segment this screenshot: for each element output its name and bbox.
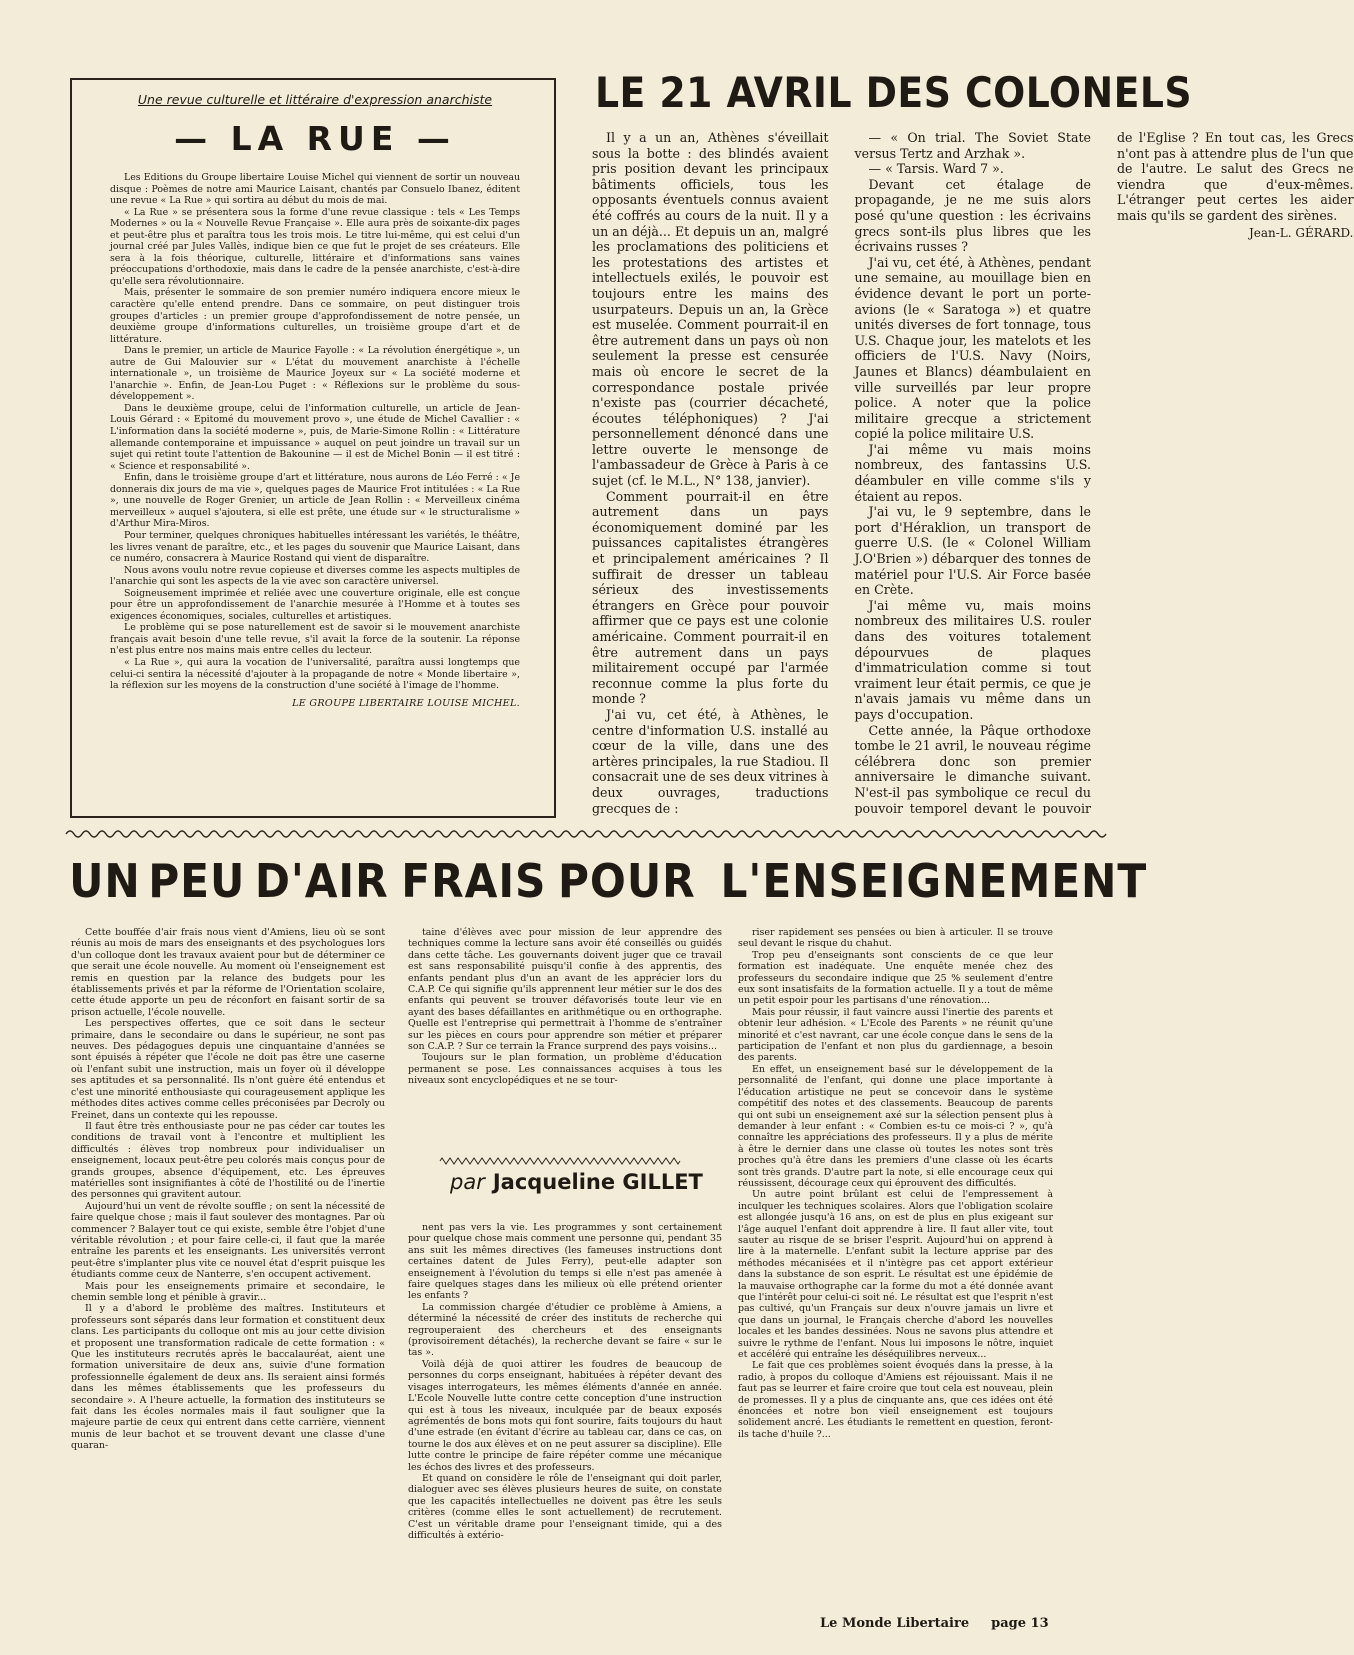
la-rue-paragraph: Pour terminer, quelques chroniques habituelles intéressant les variétés, le théâtre, les livres venant de paraître, etc., et les pages du souvenir que Maurice Laisant, dans ce numéro, consacrera à Maurice Rostand qui vient de disparaître. [110,529,520,565]
la-rue-article-box [70,78,556,818]
article-paragraph: En effet, un enseignement basé sur le développement de la personnalité de l'enfant, qui donne une place importante à l'éducation artistique ne peut se concevoir dans le système compétitif des notes et des classements. Beaucoup de parents qui ont subi un enseignement axé sur la sélection pensent plus à demander à leur enfant : « Combien es-tu ce mois-ci ? », qu'à connaître les appréciations des professeurs. Il y a plus de mérite à être le dernier dans une classe où toutes les notes sont très proches qu'à être dans les premiers d'une classe où les écarts sont très grands. D'autre part la note, si elle encourage ceux qui réussissent, décourage ceux qui éprouvent des difficultés. [738,1063,1053,1189]
colonels-paragraph: — « Tarsis. Ward 7 ». [868,161,1004,177]
headline-word: FRAIS [401,854,547,908]
enseignement-column-3 [738,927,1053,1627]
la-rue-paragraph: Dans le premier, un article de Maurice Fayolle : « La révolution énergétique », un autre de Gui Malouvier sur « L'état du mouvement anarchiste à l'échelle internationale », un troisième de Maurice Joyeux sur « La société moderne et l'anarchie ». Enfin, de Jean-Lou Puget : « Réflexions sur le problème du sous-développement ». [110,345,520,403]
la-rue-paragraph: « La Rue », qui aura la vocation de l'universalité, paraîtra aussi longtemps que celui-ci sentira la nécessité d'ajouter à la propagande de notre « Monde libertaire », la réflexion sur les moyens de la construction d'une société à l'image de l'homme. [110,656,520,692]
headline-word: L'ENSEIGNEMENT [720,854,1148,908]
colonels-paragraph: J'ai vu, le 9 septembre, dans le port d'Héraklion, un transport de guerre U.S. (le « Colonel William J.O'Brien ») débarquer des tonnes de matériel pour l'U.S. Air Force basée en Crète. [854,504,1091,598]
colonels-signature: Jean-L. GÉRARD. [1248,225,1354,240]
article-paragraph: Le fait que ces problèmes soient évoqués dans la presse, à la radio, à propos du colloque d'Amiens est réjouissant. Mais il ne faut pas se leurrer et faire croire que tout cela est nouveau, plein de promesses. Il y a plus de cinquante ans, que ces idées ont été énoncées et notre bon vieil enseignement est toujours solidement ancré. Les étudiants le remettent en question, feront-ils tache d'huile ?... [738,1360,1053,1440]
article-paragraph: taine d'élèves avec pour mission de leur apprendre des techniques comme la lecture sans avoir été conseillés ou guidés dans cette tâche. Les gouvernants doivent juger que ce travail est sans responsabilité puisqu'il confie à des apprentis, des enfants pendant plus d'un an avant de les apprécier lors du C.A.P. Ce qui signifie qu'ils apprennent leur métier sur le dos des enfants qui peuvent se trouver défavorisés toute leur vie en ayant des bases défaillantes en arithmétique ou en orthographe. Quelle est l'entreprise qui permettrait à l'homme de s'entraîner sur les pièces en cours pour apprendre son métier et préparer son C.A.P. ? Sur ce terrain la France surprend des pays voisins... [408,927,722,1053]
enseignement-column-1 [71,927,385,1619]
la-rue-body [110,172,520,692]
la-rue-paragraph: Le problème qui se pose naturellement est de savoir si le mouvement anarchiste français avait besoin d'une telle revue, s'il avait la force de la soutenir. La réponse n'est plus entre nos mains mais entre celles du lecteur. [110,622,520,657]
enseignement-headline [66,852,1148,910]
headline-word: POUR [558,854,697,908]
enseignement-column-2-bottom [408,1222,722,1622]
la-rue-kicker: Une revue culturelle et littéraire d'expression anarchiste [137,92,493,107]
la-rue-paragraph: Enfin, dans le troisième groupe d'art et littérature, nous aurons de Léo Ferré : « Je donnerais dix jours de ma vie », quelques pages de Maurice Frot intitulées : « La Rue », une nouvelle de Roger Grenier, un article de Jean Rollin : « Merveilleux cinéma merveilleux » auquel s'ajoutera, si elle est prête, une étude sur « le structuralisme » d'Arthur Mira-Miros. [110,472,520,530]
article-paragraph: Voilà déjà de quoi attirer les foudres de beaucoup de personnes du corps enseignant, habituées à répéter devant des visages interrogateurs, les mêmes éléments d'année en année. L'Ecole Nouvelle lutte contre cette conception d'une instruction qui est à tous les niveaux, inculquée par de beaux exposés agrémentés de bons mots qui font sourire, faits toujours du haut d'une estrade (en évitant d'écrire au tableau car, dans ce cas, on tourne le dos aux élèves et on ne peut assurer sa discipline). Elle lutte contre le principe de faire répéter comme une mécanique les échos des livres et des professeurs. [408,1358,722,1473]
article-paragraph: Toujours sur le plan formation, un problème d'éducation permanent se pose. Les connaissances acquises à tous les niveaux sont encyclopédiques et ne se tour- [408,1052,722,1087]
article-paragraph: Aujourd'hui un vent de révolte souffle ; on sent la nécessité de faire quelque chose ; mais il faut soulever des montagnes. Par où commencer ? Balayer tout ce qui existe, semble être l'objet d'une véritable révolution ; et pour faire celle-ci, il faut que la marée entraîne les parents et les enseignants. Les universités verront peut-être s'implanter plus vite ce nouvel état d'esprit puisque les étudiants comme ceux de Nanterre, s'en occupent activement. [71,1200,385,1281]
la-rue-paragraph: Nous avons voulu notre revue copieuse et diverses comme les aspects multiples de l'anarchie qui sont les aspects de la vie avec son caractère universel. [110,564,520,588]
author-byline [440,1158,710,1198]
wavy-divider [66,828,1106,840]
article-paragraph: Mais pour réussir, il faut vaincre aussi l'inertie des parents et obtenir leur adhésion. « L'Ecole des Parents » ne réunit qu'une minorité et c'est navrant, car une école conçue dans le sens de la participation de l'enfant et non plus du gardiennage, a besoin des parents. [738,1006,1053,1064]
page-footer [820,1616,1100,1631]
la-rue-paragraph: « La Rue » se présentera sous la forme d'une revue classique : tels « Les Temps Modernes » ou la « Nouvelle Revue Française ». Elle aura près de soixante-dix pages et peut-être plus et paraîtra tous les trois mois. Le titre lui-même, qui est celui d'un journal créé par Jules Vallès, indique bien ce que fut le projet de ses créateurs. Elle sera à la fois théorique, culturelle, littéraire et d'informations sans vaines préoccupations d'orthodoxie, mais dans le cadre de la pensée anarchiste, c'est-à-dire qu'elle sera révolutionnaire. [110,206,520,287]
byline-par: par [450,1170,485,1194]
la-rue-signature: LE GROUPE LIBERTAIRE LOUISE MICHEL. [292,697,520,709]
article-paragraph: Il faut être très enthousiaste pour ne pas céder car toutes les conditions de travail vont à l'encontre et multiplient les difficultés : élèves trop nombreux pour individualiser un enseignement, locaux peut-être peu colorés mais conçus pour de grands groupes, absence d'équipement, etc. Les épreuves matérielles sont insignifiantes à côté de l'hostilité ou de l'inertie des personnes qui gravitent autour. [71,1120,385,1201]
article-paragraph: Et quand on considère le rôle de l'enseignant qui doit parler, dialoguer avec ses élèves plusieurs heures de suite, on constate que les capacités intellectuelles ne doivent pas être les seuls critères (comme elles le sont actuellement) de recrutement. C'est un véritable drame pour l'enseignant timide, qui a des difficultés à extério- [408,1472,722,1541]
article-paragraph: La commission chargée d'étudier ce problème à Amiens, a déterminé la nécessité de créer des instituts de recherche qui regrouperaient des chercheurs et des enseignants (provisoirement détachés), la recherche devant se faire « sur le tas ». [408,1301,722,1359]
headline-word: UN [69,854,141,908]
article-paragraph: riser rapidement ses pensées ou bien à articuler. Il se trouve seul devant le risque du chahut. [738,927,1053,950]
publication-name: Le Monde Libertaire [820,1616,970,1631]
article-paragraph: nent pas vers la vie. Les programmes y sont certainement pour quelque chose mais comment une personne qui, pendant 35 ans suit les mêmes directives (les fameuses instructions dont certaines datent de Jules Ferry), peut-elle adapter son enseignement à l'évolution du temps si elle n'est pas amenée à faire quelques stages dans les milieux où elle prétend orienter les enfants ? [408,1222,722,1302]
article-paragraph: Il y a d'abord le problème des maîtres. Instituteurs et professeurs sont séparés dans leur formation et constituent deux clans. Les participants du colloque ont mis au jour cette division et proposent une transformation radicale de cette formation : « Que les instituteurs recrutés après le baccalauréat, aient une formation universitaire de deux ans, suivie d'une formation professionnelle également de deux ans. Ils seraient ainsi formés dans les mêmes établissements que les professeurs du secondaire ». A l'heure actuelle, la formation des instituteurs se fait dans les écoles normales mais il faut souligner que la majeure partie de ceux qui entrent dans cette carrière, viennent munis de leur bachot et se trouvent devant une classe d'une quaran- [71,1303,385,1452]
article-paragraph: Mais pour les enseignements primaire et secondaire, le chemin semble long et pénible à gravir... [71,1280,385,1303]
article-paragraph: Un autre point brûlant est celui de l'empressement à inculquer les techniques scolaires. Alors que l'obligation scolaire est allongée jusqu'à 16 ans, on est de plus en plus exigeant sur l'âge auquel l'enfant doit apprendre à lire. Il faut aller vite, tout sauter au risque de se briser l'esprit. Aujourd'hui on apprend à lire à la maternelle. L'enfant subit la lecture apprise par des méthodes mécanisées et il n'intègre pas cet apport extérieur dans la substance de son esprit. Le résultat est une épidémie de la mauvaise orthographe car la forme du mot a été donnée avant que l'intérêt pour celui-ci soit né. Le résultat est que l'esprit n'est pas cultivé, qu'un Français sur deux n'ouvre jamais un livre et que dans un journal, le Français cherche d'abord les nouvelles locales et les bandes dessinées. Nous ne savons plus attendre et suivre le rythme de l'enfant. Nous lui imposons le nôtre, inquiet et accéléré qui entraîne les déséquilibres nerveux... [738,1189,1053,1361]
colonels-paragraph: J'ai vu, cet été, à Athènes, pendant une semaine, au mouillage bien en évidence devant le port un porte-avions (le « Saratoga ») et quatre unités diverses de fort tonnage, tous U.S. Chaque jour, les matelots et les officiers de l'U.S. Navy (Noirs, Jaunes et Blancs) déambulaient en ville surveillés par leur propre police. A noter que la police militaire grecque a strictement copié la police militaire U.S. [854,254,1091,442]
colonels-paragraph: Il y a un an, Athènes s'éveillait sous la botte : des blindés avaient pris position devant les principaux bâtiments officiels, tous les opposants éventuels connus avaient été coffrés au cours de la nuit. Il y a un an déjà... Et depuis un an, malgré les proclamations des politiciens et les protestations des artistes et intellectuels exilés, le pouvoir est toujours entre les mains des usurpateurs. Depuis un an, la Grèce est muselée. Comment pourrait-il en être autrement dans un pays où non seulement la presse est censurée mais où encore le secret de la correspondance postale privée n'existe pas (courrier décacheté, écoutes téléphoniques) ? J'ai personnellement dénoncé dans une lettre ouverte le mensonge de l'ambassadeur de Grèce à Paris à ce sujet (cf. le M.L., N° 138, janvier). [592,130,829,489]
headline-word: D'AIR [255,854,389,908]
colonels-paragraph: — « On trial. The Soviet State versus Tertz and Arzhak ». [854,130,1091,161]
la-rue-paragraph: Soigneusement imprimée et reliée avec une couverture originale, elle est conçue pour être un approfondissement de l'anarchie mesurée à l'Homme et à toutes ses exigences économiques, sociales, culturelles et artistiques. [110,587,520,622]
la-rue-paragraph: Mais, présenter le sommaire de son premier numéro indiquera encore mieux le caractère qu'elle entend prendre. Dans ce sommaire, on peut distinguer trois groupes d'articles : un premier groupe d'approfondissement de notre pensée, un deuxième groupe d'informations culturelles, un troisième groupe d'art et de littérature. [110,287,520,345]
colonels-paragraph: Cette année, la Pâque orthodoxe tombe le 21 avril, le nouveau régime célébrera donc son premier anniversaire le dimanche suivant. N'est-il pas symbolique ce recul du pouvoir temporel devant le pouvoir de l'Eglise ? En tout cas, les Grecs n'ont pas à attendre plus de l'un que de l'autre. Le salut des Grecs ne viendra que d'eux-mêmes. L'étranger peut certes les aider mais qu'ils se gardent des sirènes. [854,130,1354,816]
colonels-paragraph: J'ai vu, cet été, à Athènes, le centre d'information U.S. installé au cœur de la ville, dans une des artères principales, la rue Stadiou. Il consacrait une de ses deux vitrines à deux ouvrages, traductions grecques de : [592,706,829,816]
byline-author: Jacqueline GILLET [492,1170,703,1194]
article-paragraph: Trop peu d'enseignants sont conscients de ce que leur formation est inadéquate. Une enquête menée chez des professeurs du secondaire indique que 25 % seulement d'entre eux sont insatisfaits de la formation actuelle. Il y a tout de même un petit espoir pour les partisans d'une rénovation... [738,949,1053,1007]
headline-word: PEU [148,854,246,908]
colonels-headline: LE 21 AVRIL DES COLONELS [595,68,1193,117]
la-rue-paragraph: Dans le deuxième groupe, celui de l'information culturelle, un article de Jean-Louis Gérard : « Epitomé du mouvement provo », une étude de Michel Cavallier : « L'information dans la société moderne », puis, de Marie-Simone Rollin : « Littérature allemande contemporaine et impuissance » auquel on peut joindre un travail sur un sujet qui retint toute l'attention de Bakounine — il est de Michel Bonin — il est titré : « Science et responsabilité ». [110,402,520,472]
colonels-article-body [592,130,1354,820]
article-paragraph: Les perspectives offertes, que ce soit dans le secteur primaire, dans le secondaire ou dans le supérieur, ne sont pas neuves. Des pédagogues depuis une cinquantaine d'années se sont épuisés à répéter que l'école ne doit pas être une caserne où l'enfant subit une instruction, mais un foyer où il développe ses aptitudes et sa personnalité. Ils n'ont guère été entendus et c'est une minorité enthousiaste qui courageusement applique les méthodes dites actives comme celles préconisées par Decroly ou Freinet, dans un contexte qui les repousse. [71,1018,385,1121]
la-rue-title: — LA RUE — [174,119,456,158]
colonels-paragraph: Devant cet étalage de propagande, je ne me suis alors posé qu'une question : les écrivains grecs sont-ils plus libres que les écrivains russes ? [854,176,1091,255]
colonels-paragraph: J'ai même vu mais moins nombreux, des fantassins U.S. déambuler en ville comme s'ils y étaient au repos. [854,441,1091,504]
colonels-paragraph: J'ai même vu, mais moins nombreux des militaires U.S. rouler dans des voitures totalement dépourvues de plaques d'immatriculation comme si tout vraiment leur était permis, ce que je n'avais jamais vu même dans un pays d'occupation. [854,597,1091,722]
la-rue-paragraph: Les Editions du Groupe libertaire Louise Michel qui viennent de sortir un nouveau disque : Poèmes de notre ami Maurice Laisant, chantés par Consuelo Ibanez, éditent une revue « La Rue » qui sortira au début du mois de mai. [110,172,520,207]
colonels-paragraph: Comment pourrait-il en être autrement dans un pays économiquement dominé par les puissances capitalistes étrangères et principalement américaines ? Il suffirait de dresser un tableau sérieux des investissements étrangers en Grèce pour pouvoir affirmer que ce pays est une colonie américaine. Comment pourrait-il en être autrement dans un pays militairement occupé par l'armée reconnue comme la plus forte du monde ? [592,488,829,707]
byline-zigzag-rule [440,1158,680,1164]
page-number: page 13 [991,1616,1049,1631]
article-paragraph: Cette bouffée d'air frais nous vient d'Amiens, lieu où se sont réunis au mois de mars des enseignants et des psychologues lors d'un colloque dont les travaux avaient pour but de déterminer ce que serait une école nouvelle. Au moment où l'enseignement est remis en question par la relance des budgets pour les établissements privés et par la réforme de l'Orientation scolaire, cette étude apporte un peu de réconfort en faisant sortir de sa prison actuelle, l'école nouvelle. [71,927,385,1018]
